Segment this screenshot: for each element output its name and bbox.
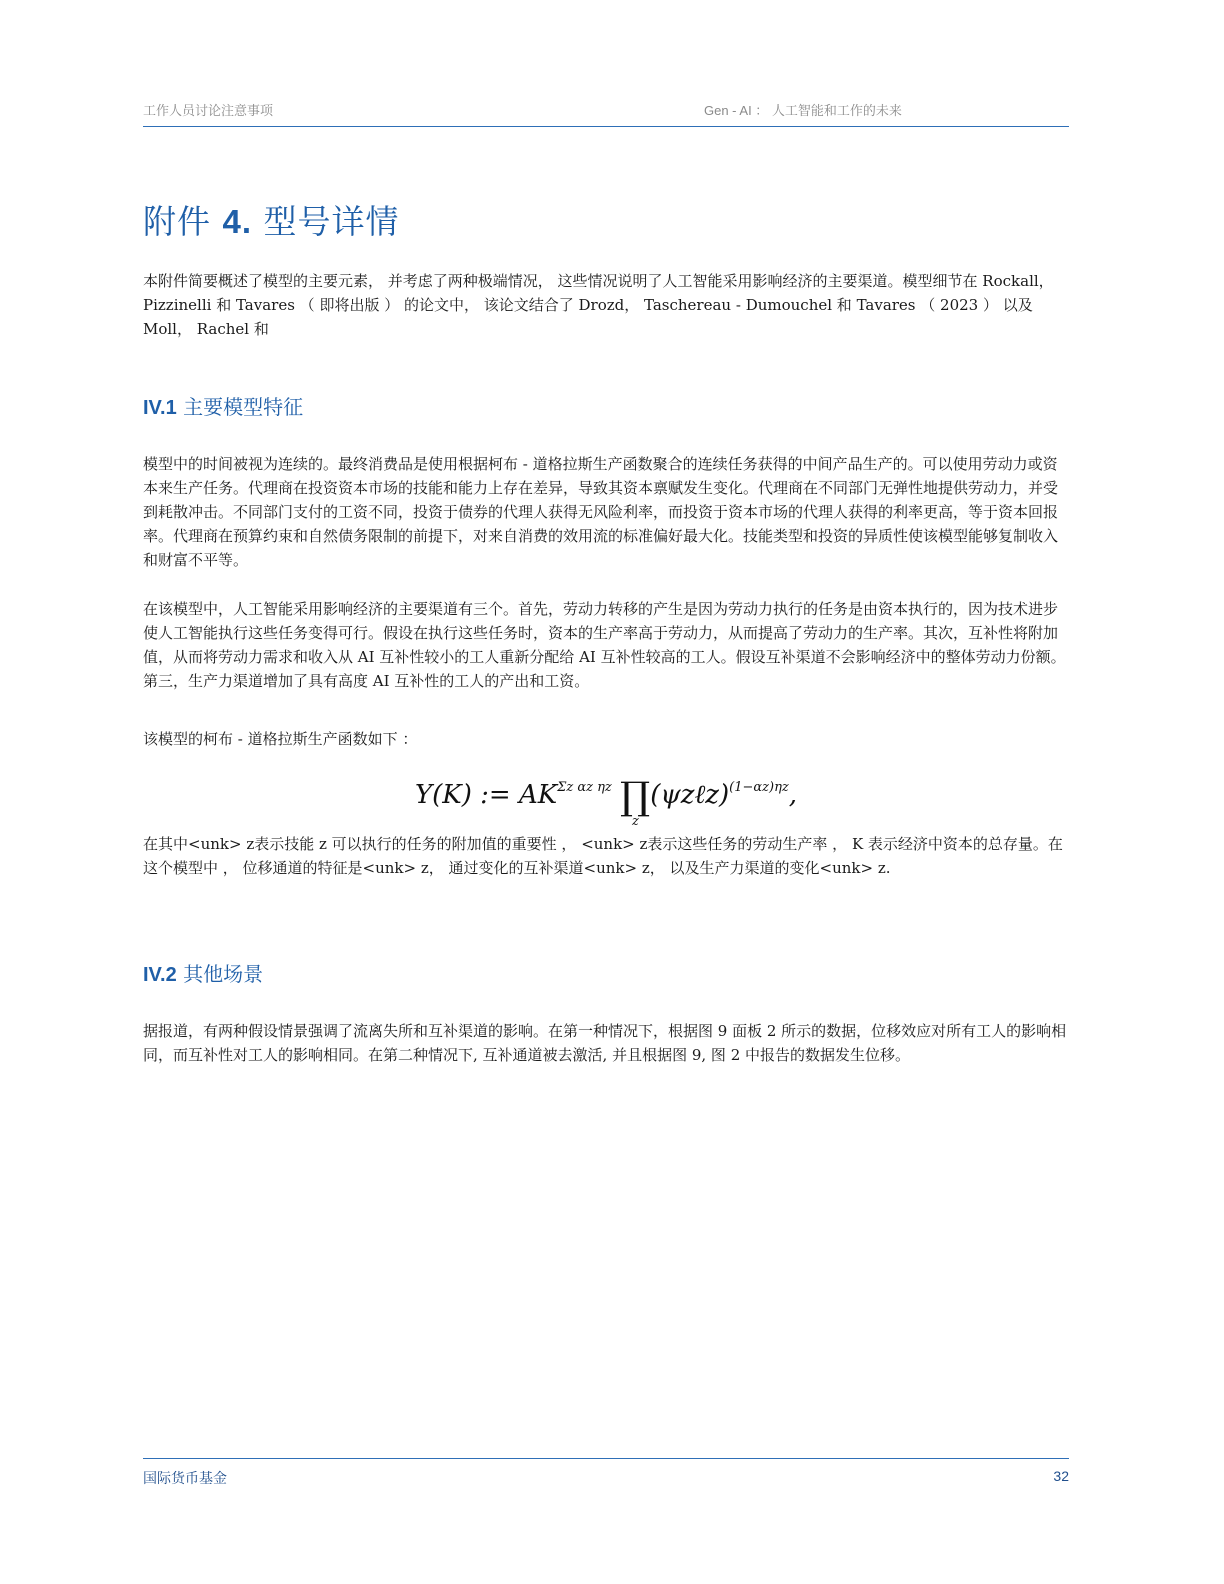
formula-exponent-1: Σz αz ηz — [557, 780, 612, 795]
footer-rule — [143, 1458, 1069, 1459]
section1-paragraph-3: 该模型的柯布 - 道格拉斯生产函数如下 ： — [143, 730, 418, 748]
header-right-title: Gen - AI ： 人工智能和工作的未来 — [704, 103, 902, 118]
header-left-title: 工作人员讨论注意事项 — [143, 103, 274, 118]
running-header — [143, 100, 1069, 118]
intro-paragraph: 本附件简要概述了模型的主要元素， 并考虑了两种极端情况， 这些情况说明了人工智能采用影响经济的主要渠道。模型细节在 Rockall， Pizzinelli 和 Tavares （ 即将出版 ） 的论文中， 该论文结合了 Drozd， Taschereau - Dumouchel 和 Tavares （ 2023 ） 以及 Moll， Rachel 和 — [143, 272, 1054, 338]
section-heading-iv1 — [143, 391, 303, 420]
formula-product-index: z — [632, 814, 639, 829]
page-number: 32 — [1053, 1468, 1069, 1484]
section-number-iv1: IV.1 — [143, 397, 177, 419]
formula-product-symbol: ∏ — [620, 774, 651, 818]
formula-term: (ψzℓz) — [650, 780, 730, 810]
section-title-iv1: 主要模型特征 — [176, 395, 304, 419]
title-prefix: 附件 — [143, 202, 223, 241]
production-function-formula — [415, 766, 815, 830]
formula-tail: , — [788, 780, 797, 810]
section1-paragraph-1: 模型中的时间被视为连续的。最终消费品是使用根据柯布 - 道格拉斯生产函数聚合的连续任务获得的中间产品生产的。可以使用劳动力或资本来生产任务。代理商在投资资本市场的技能和能力上存在差异，导致其资本禀赋发生变化。代理商在不同部门无弹性地提供劳动力，并受到耗散冲击。不同部门支付的工资不同，投资于债券的代理人获得无风险利率，而投资于资本市场的代理人获得的利率更高，等于资本回报率。代理商在预算约束和自然债务限制的前提下，对来自消费的效用流的标准偏好最大化。技能类型和投资的异质性使该模型能够复制收入和财富不平等。 — [143, 455, 1059, 569]
formula-lhs: Y(K) := AK — [415, 780, 558, 810]
section1-paragraph-4: 在其中<unk> z表示技能 z 可以执行的任务的附加值的重要性 ， <unk> z表示这些任务的劳动生产率 ， K 表示经济中资本的总存量。在这个模型中 ， 位移通道的特征是<unk> z， 通过变化的互补渠道<unk> z， 以及生产力渠道的变化<unk> z. — [143, 835, 1063, 877]
page-title — [143, 196, 400, 243]
section-title-iv2: 其他场景 — [176, 962, 264, 986]
section-heading-iv2 — [143, 958, 263, 987]
title-text: 型号详情 — [252, 202, 400, 241]
section2-paragraph-1: 据报道，有两种假设情景强调了流离失所和互补渠道的影响。在第一种情况下，根据图 9 面板 2 所示的数据，位移效应对所有工人的影响相同，而互补性对工人的影响相同。在第二种情况下, 互补通道被去激活, 并且根据图 9, 图 2 中报告的数据发生位移。 — [143, 1022, 1067, 1064]
page-footer — [143, 1468, 1069, 1488]
header-rule — [143, 126, 1069, 127]
section-number-iv2: IV.2 — [143, 964, 177, 986]
section1-paragraph-2: 在该模型中，人工智能采用影响经济的主要渠道有三个。首先，劳动力转移的产生是因为劳动力执行的任务是由资本执行的，因为技术进步使人工智能执行这些任务变得可行。假设在执行这些任务时，资本的生产率高于劳动力，从而提高了劳动力的生产率。其次，互补性将附加值，从而将劳动力需求和收入从 AI 互补性较小的工人重新分配给 AI 互补性较高的工人。假设互补渠道不会影响经济中的整体劳动力份额。第三，生产力渠道增加了具有高度 AI 互补性的工人的产出和工资。 — [143, 600, 1066, 690]
formula-exponent-2: (1−αz)ηz — [729, 780, 789, 795]
footer-organization: 国际货币基金 — [143, 1470, 227, 1486]
title-number: 4. — [222, 203, 253, 240]
